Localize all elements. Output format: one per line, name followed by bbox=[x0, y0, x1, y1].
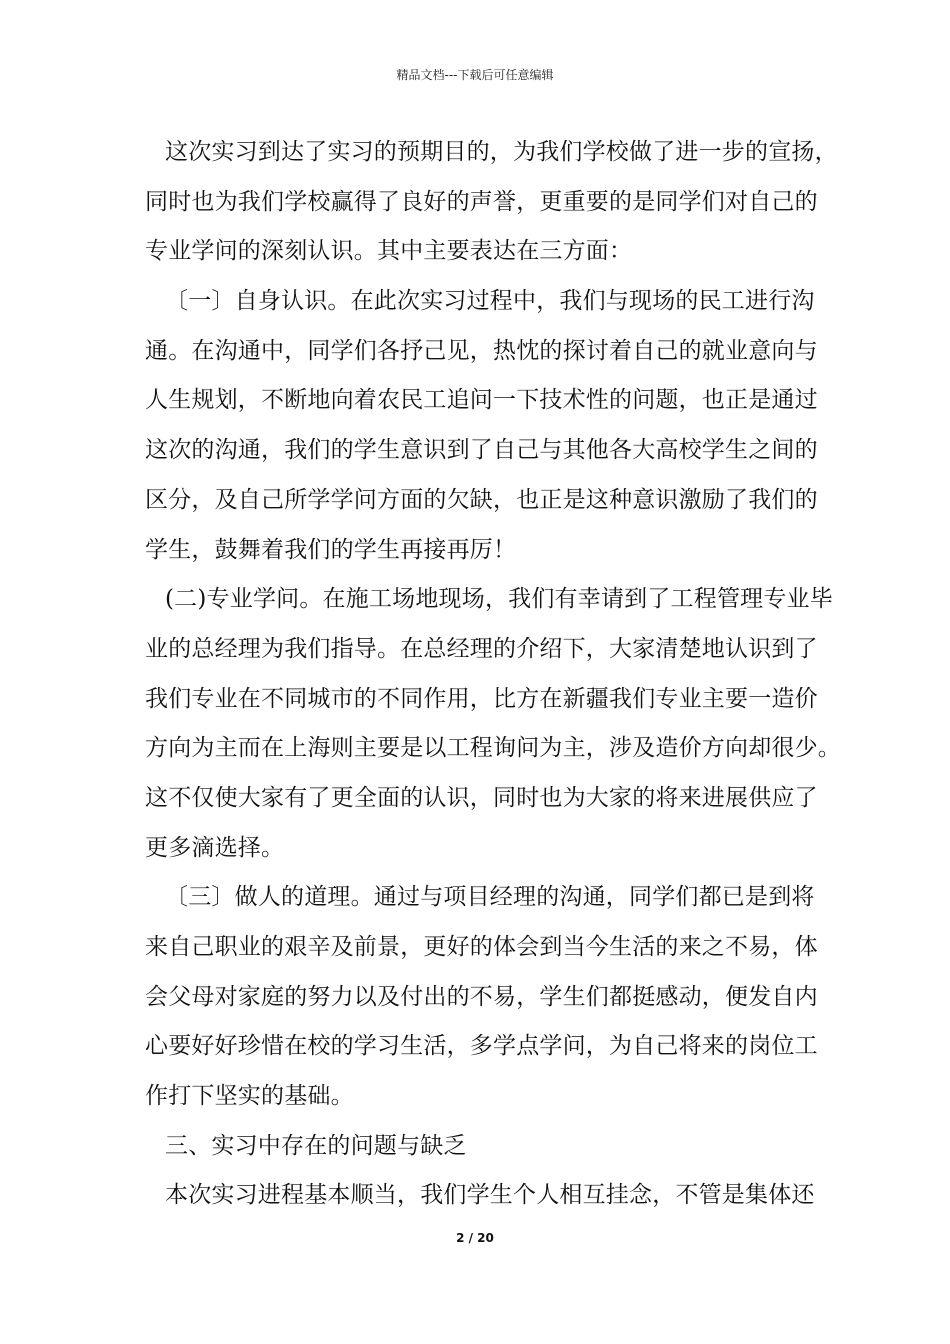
text-line: 人生规划，不断地向着农民工追问一下技术性的问题，也正是通过 bbox=[145, 387, 818, 414]
text-line: (二)专业学问。在施工场地现场，我们有幸请到了工程管理专业毕 bbox=[165, 586, 833, 613]
text-line: 通。在沟通中，同学们各抒己见，热忱的探讨着自己的就业意向与 bbox=[145, 337, 818, 364]
text-line: 这次的沟通，我们的学生意识到了自己与其他各大高校学生之间的 bbox=[145, 437, 818, 464]
text-line: 〔三〕做人的道理。通过与项目经理的沟通，同学们都已是到将 bbox=[165, 884, 815, 911]
text-line: 心要好好珍惜在校的学习生活，多学点学问，为自己将来的岗位工 bbox=[145, 1033, 818, 1060]
text-line: 会父母对家庭的努力以及付出的不易，学生们都挺感动，便发自内 bbox=[145, 983, 818, 1010]
text-line: 来自己职业的艰辛及前景，更好的体会到当今生活的来之不易，体 bbox=[145, 934, 818, 960]
text-line: 这不仅使大家有了更全面的认识，同时也为大家的将来进展供应了 bbox=[145, 784, 818, 811]
document-body bbox=[145, 128, 841, 1221]
text-line: 业的总经理为我们指导。在总经理的介绍下，大家清楚地认识到了 bbox=[145, 635, 818, 662]
text-line: 专业学问的深刻认识。其中主要表达在三方面： bbox=[145, 238, 633, 265]
page-number: 2 / 20 bbox=[456, 1231, 494, 1245]
text-line: 我们专业在不同城市的不同作用，比方在新疆我们专业主要一造价 bbox=[145, 685, 818, 712]
text-line: 更多滴选择。 bbox=[145, 834, 285, 861]
text-line: 本次实习进程基本顺当，我们学生个人相互挂念，不管是集体还 bbox=[165, 1182, 815, 1209]
text-line: 这次实习到达了实习的预期目的，为我们学校做了进一步的宣扬， bbox=[165, 139, 838, 165]
text-line: 方向为主而在上海则主要是以工程询问为主，涉及造价方向却很少。 bbox=[145, 735, 841, 762]
text-line: 学生，鼓舞着我们的学生再接再厉！ bbox=[145, 536, 517, 563]
page-header: 精品文档---下载后可任意编辑 bbox=[396, 68, 554, 82]
text-line: 区分，及自己所学学问方面的欠缺，也正是这种意识激励了我们的 bbox=[145, 486, 818, 513]
text-line: 〔一〕自身认识。在此次实习过程中，我们与现场的民工进行沟 bbox=[165, 288, 815, 315]
text-line: 作打下坚实的基础。 bbox=[145, 1083, 354, 1110]
text-line: 同时也为我们学校赢得了良好的声誉，更重要的是同学们对自己的 bbox=[145, 188, 818, 215]
text-line: 三、实习中存在的问题与缺乏 bbox=[165, 1132, 467, 1159]
